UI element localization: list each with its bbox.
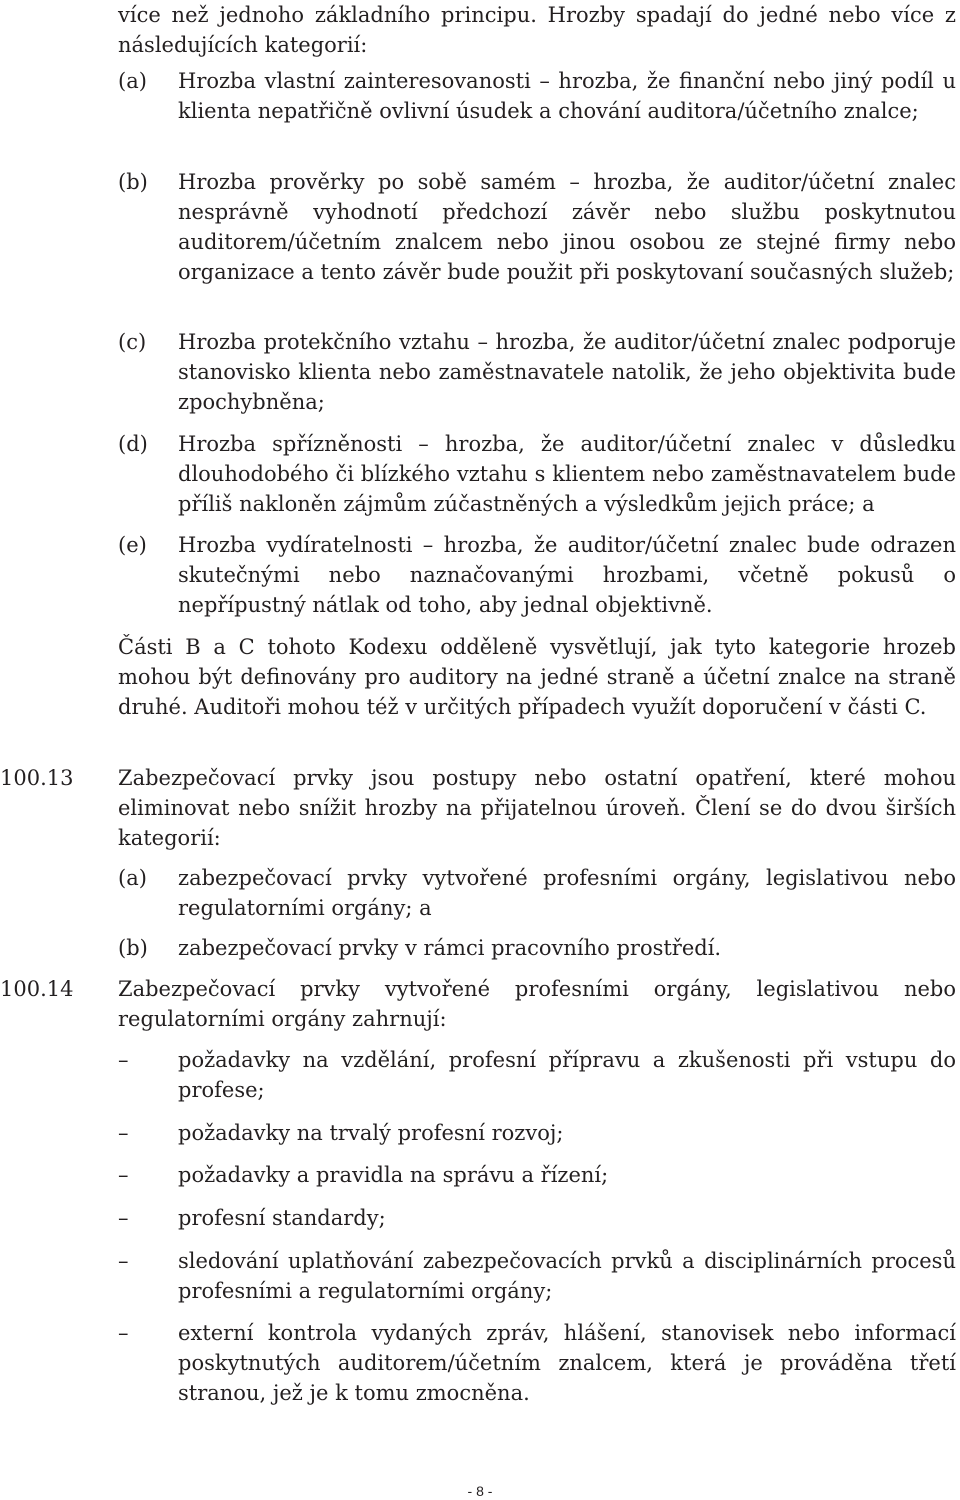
list-item-text: profesní standardy; (178, 1206, 386, 1230)
list-item-text: požadavky na vzdělání, profesní přípravu a zkušenosti při vstupu do profese; (178, 1048, 956, 1102)
dash-bullet: – (118, 1321, 129, 1345)
list-item-text: externí kontrola vydaných zpráv, hlášení, stanovisek nebo informací poskytnutých auditorem/účetním znalcem, která je prováděna třetí stranou, jež je k tomu zmocněna. (178, 1321, 956, 1405)
list-item-label: (b) (118, 170, 148, 194)
dash-bullet: – (118, 1048, 129, 1072)
dash-bullet: – (118, 1121, 129, 1145)
list-item-text: požadavky a pravidla na správu a řízení; (178, 1163, 609, 1187)
list-item-text: požadavky na trvalý profesní rozvoj; (178, 1121, 564, 1145)
list-item-text: Hrozba prověrky po sobě samém – hrozba, že auditor/účetní znalec nesprávně vyhodnotí předchozí závěr nebo službu poskytnutou auditorem/účetním znalcem nebo jinou osobou ze stejné firmy nebo organizace a tento závěr bude použit při poskytovaní současných služeb; (178, 170, 956, 284)
intro-paragraph: více než jednoho základního principu. Hrozby spadají do jedné nebo více z následujících kategorií: (118, 3, 956, 57)
list-item-text: Hrozba vlastní zainteresovanosti – hrozba, že finanční nebo jiný podíl u klienta nepatřičně ovlivní úsudek a chování auditora/účetního znalce; (178, 69, 956, 123)
list-item-label: (c) (118, 330, 147, 354)
section-number: 100.13 (0, 766, 74, 790)
dash-bullet: – (118, 1249, 129, 1273)
section-text: Zabezpečovací prvky jsou postupy nebo ostatní opatření, které mohou eliminovat nebo snížit hrozby na přijatelnou úroveň. Člení se do dvou širších kategorií: (118, 766, 956, 850)
list-item-label: (b) (118, 936, 148, 960)
list-item-label: (a) (118, 69, 147, 93)
list-item-text: Hrozba spřízněnosti – hrozba, že auditor/účetní znalec v důsledku dlouhodobého či blízkého vztahu s klientem nebo zaměstnavatelem bude příliš nakloněn zájmům zúčastněných a výsledkům jejich práce; a (178, 432, 956, 516)
dash-bullet: – (118, 1206, 129, 1230)
list-item-label: (e) (118, 533, 147, 557)
list-item-text: sledování uplatňování zabezpečovacích prvků a disciplinárních procesů profesními a regulatorními orgány; (178, 1249, 956, 1303)
section-number: 100.14 (0, 977, 74, 1001)
list-item-label: (d) (118, 432, 148, 456)
parts-paragraph: Části B a C tohoto Kodexu odděleně vysvětlují, jak tyto kategorie hrozeb mohou být definovány pro auditory na jedné straně a účetní znalce na straně druhé. Auditoři mohou též v určitých případech využít doporučení v části C. (118, 635, 956, 719)
list-item-text: zabezpečovací prvky v rámci pracovního prostředí. (178, 936, 722, 960)
list-item-text: zabezpečovací prvky vytvořené profesními orgány, legislativou nebo regulatorními orgány; a (178, 866, 956, 920)
section-text: Zabezpečovací prvky vytvořené profesními orgány, legislativou nebo regulatorními orgány zahrnují: (118, 977, 956, 1031)
list-item-text: Hrozba vydíratelnosti – hrozba, že auditor/účetní znalec bude odrazen skutečnými nebo naznačovanými hrozbami, včetně pokusů o nepřípustný nátlak od toho, aby jednal objektivně. (178, 533, 956, 617)
page-number: - 8 - (467, 1483, 493, 1499)
list-item-text: Hrozba protekčního vztahu – hrozba, že auditor/účetní znalec podporuje stanovisko klienta nebo zaměstnavatele natolik, že jeho objektivita bude zpochybněna; (178, 330, 956, 414)
list-item-label: (a) (118, 866, 147, 890)
dash-bullet: – (118, 1163, 129, 1187)
